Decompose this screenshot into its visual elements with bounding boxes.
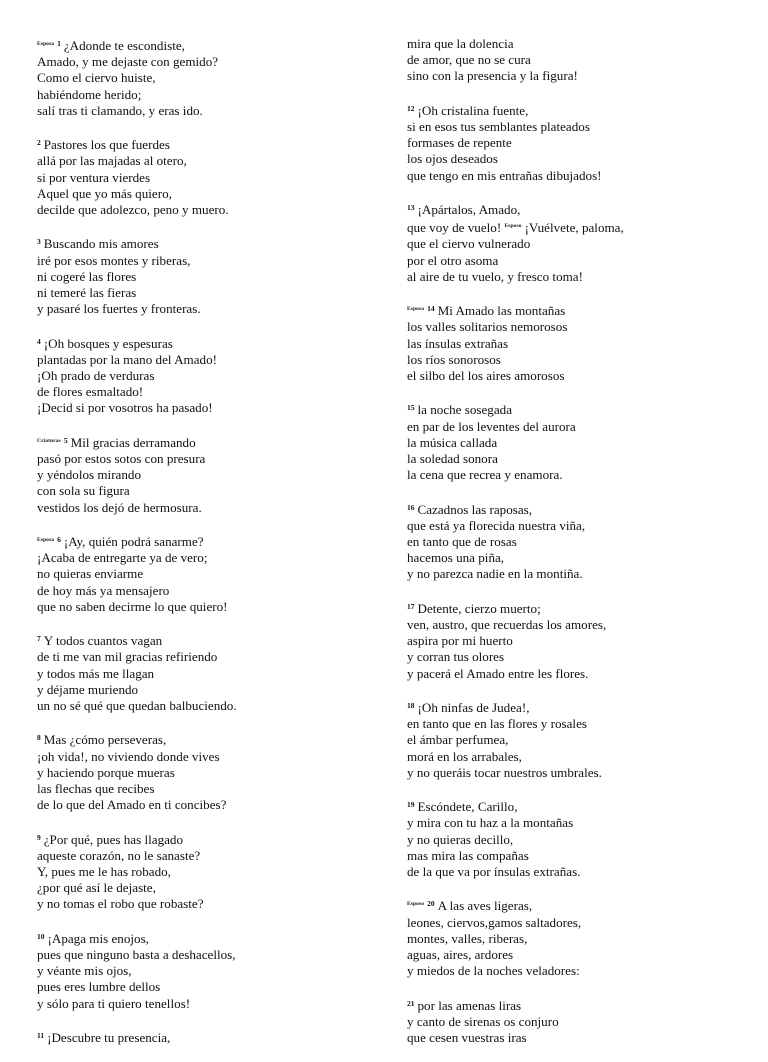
verse-line — [407, 218, 737, 236]
verse-line — [407, 400, 737, 418]
stanza — [407, 101, 737, 184]
stanza-number: 11 — [37, 1031, 45, 1041]
verse-line — [37, 135, 367, 153]
verse-text: ¡Oh cristalina fuente, — [417, 102, 529, 118]
verse-line — [407, 617, 737, 633]
verse-line — [37, 765, 367, 781]
verse-text: ni temeré las fieras — [37, 285, 137, 301]
verse-text: mas mira las compañas — [407, 847, 529, 863]
verse-line — [407, 832, 737, 848]
verse-line — [37, 963, 367, 979]
verse-line — [37, 269, 367, 285]
verse-text: decilde que adolezco, peno y muero. — [37, 202, 229, 218]
verse-text: aqueste corazón, no le sanaste? — [37, 847, 201, 863]
verse-line — [407, 101, 737, 119]
stanza — [407, 400, 737, 483]
stanza-number: 14 — [427, 304, 435, 314]
verse-text: los valles solitarios nemorosos — [407, 319, 568, 335]
verse-line — [407, 168, 737, 184]
verse-line — [37, 153, 367, 169]
verse-text: Aquel que yo más quiero, — [37, 185, 172, 201]
verse-line — [407, 253, 737, 269]
verse-line — [407, 36, 737, 52]
verse-line — [407, 419, 737, 435]
verse-line — [407, 749, 737, 765]
verse-text: si por ventura vierdes — [37, 169, 151, 185]
verse-text: de la que va por ínsulas extrañas. — [407, 864, 581, 880]
verse-line — [407, 500, 737, 518]
verse-line — [37, 682, 367, 698]
speaker-label: Esposa — [37, 41, 55, 47]
verse-line — [37, 631, 367, 649]
stanza-number: 18 — [407, 701, 415, 711]
stanza — [407, 301, 737, 384]
stanza-number: 4 — [37, 336, 41, 346]
verse-line — [37, 730, 367, 748]
verse-text: salí tras ti clamando, y eras ido. — [37, 102, 203, 118]
speaker-label: Esposa — [37, 537, 55, 544]
stanza — [407, 996, 737, 1047]
verse-text: si en esos tus semblantes plateados — [407, 119, 590, 134]
speaker-label: Criaturas — [37, 437, 61, 444]
verse-line — [407, 797, 737, 815]
verse-line — [37, 929, 367, 947]
verse-text: ¡Oh ninfas de Judea!, — [417, 700, 530, 716]
verse-line — [407, 435, 737, 451]
verse-line — [407, 236, 737, 252]
stanza-number: 19 — [407, 800, 415, 810]
verse-line — [407, 649, 737, 665]
verse-text: iré por esos montes y riberas, — [37, 252, 191, 268]
verse-line — [37, 285, 367, 301]
stanza — [407, 698, 737, 781]
stanza — [37, 234, 367, 317]
verse-text: un no sé qué que quedan balbuciendo. — [37, 698, 237, 714]
verse-line — [407, 947, 737, 963]
verse-line — [407, 864, 737, 880]
verse-text: y véante mis ojos, — [37, 963, 132, 979]
verse-line — [37, 666, 367, 682]
verse-text: ven, austro, que recuerdas los amores, — [407, 617, 607, 633]
verse-text: Buscando mis amores — [43, 236, 159, 252]
stanza-number: 6 — [57, 535, 61, 545]
verse-line — [407, 996, 737, 1014]
verse-text: ni cogeré las flores — [37, 268, 137, 284]
verse-line — [37, 996, 367, 1012]
verse-text: de hoy más ya mensajero — [37, 582, 170, 598]
verse-text: Detente, cierzo muerto; — [417, 600, 541, 616]
verse-text: y mira con tu haz a la montañas — [407, 815, 574, 831]
verse-line — [37, 87, 367, 103]
verse-text: y pasaré los fuertes y fronteras. — [37, 301, 201, 317]
verse-line — [407, 319, 737, 335]
verse-line — [407, 931, 737, 947]
speaker-label: Esposa — [407, 306, 425, 313]
verse-line — [37, 334, 367, 352]
verse-line — [37, 848, 367, 864]
verse-text: hacemos una piña, — [407, 550, 505, 566]
verse-text: por el otro asoma — [407, 252, 499, 268]
stanza-number: 9 — [37, 832, 41, 842]
verse-text: de lo que del Amado en ti concibes? — [37, 797, 227, 813]
verse-text: y no quieras decillo, — [407, 831, 514, 847]
stanza — [37, 532, 367, 615]
verse-text: Mil gracias derramando — [70, 434, 196, 450]
verse-text: no quieras enviarme — [37, 566, 144, 582]
verse-line — [407, 963, 737, 979]
stanza-number: 1 — [57, 39, 61, 48]
stanza — [407, 200, 737, 285]
verse-text: por las amenas liras — [417, 997, 522, 1013]
verse-line — [37, 599, 367, 615]
verse-line — [37, 979, 367, 995]
verse-text: Cazadnos las raposas, — [417, 501, 533, 517]
stanza — [407, 797, 737, 880]
verse-line — [37, 1028, 367, 1046]
verse-text: la cena que recrea y enamora. — [407, 467, 563, 483]
verse-text: y miedos de la noches veladores: — [407, 963, 580, 979]
stanza — [37, 830, 367, 913]
verse-text: ¿Adonde te escondiste, — [63, 38, 185, 53]
verse-line — [407, 135, 737, 151]
verse-text: Amado, y me dejaste con gemido? — [37, 54, 219, 70]
verse-text: la música callada — [407, 434, 498, 450]
stanza-number: 5 — [63, 435, 68, 445]
verse-text: los ríos sonorosos — [407, 351, 501, 367]
verse-text: y déjame muriendo — [37, 681, 139, 697]
verse-text: ¡Ay, quién podrá sanarme? — [63, 534, 204, 550]
verse-text: de flores esmaltado! — [37, 384, 144, 400]
verse-line — [37, 234, 367, 252]
verse-line — [37, 830, 367, 848]
verse-line — [37, 352, 367, 368]
verse-text: de amor, que no se cura — [407, 52, 531, 68]
verse-line — [407, 451, 737, 467]
verse-text: habiéndome herido; — [37, 86, 142, 102]
verse-text: ¡Oh prado de verduras — [37, 368, 155, 384]
verse-line — [37, 54, 367, 70]
verse-text: la noche sosegada — [417, 402, 513, 418]
verse-text: las flechas que recibes — [37, 781, 155, 797]
verse-line — [407, 698, 737, 716]
verse-line — [407, 151, 737, 167]
verse-text: que el ciervo vulnerado — [407, 236, 531, 252]
stanza — [407, 896, 737, 979]
verse-line — [407, 915, 737, 931]
right-column — [407, 36, 737, 1062]
speaker-label: Esposo — [504, 223, 522, 230]
verse-text: ¡Oh bosques y espesuras — [43, 335, 173, 351]
stanza — [407, 599, 737, 682]
verse-line — [37, 467, 367, 483]
verse-text: y no queráis tocar nuestros umbrales. — [407, 764, 602, 780]
verse-text: en tanto que en las flores y rosales — [407, 716, 587, 732]
verse-line — [407, 599, 737, 617]
verse-line — [37, 583, 367, 599]
verse-text: vestidos los dejó de hermosura. — [37, 499, 202, 515]
verse-text: el silbo del los aires amorosos — [407, 368, 565, 384]
verse-line — [407, 119, 737, 135]
verse-text: y no tomas el robo que robaste? — [37, 896, 204, 912]
verse-text: ¡Vuélvete, paloma, — [524, 220, 624, 236]
stanza-number: 21 — [407, 998, 415, 1008]
verse-text: ¡Apártalos, Amado, — [417, 202, 521, 217]
verse-text: el ámbar perfumea, — [407, 732, 509, 748]
stanza — [37, 135, 367, 218]
verse-line — [407, 1030, 737, 1046]
verse-text: en par de los leventes del aurora — [407, 418, 576, 434]
verse-text: las ínsulas extrañas — [407, 335, 509, 351]
stanza — [407, 36, 737, 85]
verse-line — [37, 550, 367, 566]
verse-text: y haciendo porque mueras — [37, 764, 175, 780]
verse-line — [37, 103, 367, 119]
verse-line — [407, 467, 737, 483]
verse-line — [407, 765, 737, 781]
verse-line — [407, 68, 737, 84]
stanza-number: 13 — [407, 203, 415, 212]
verse-line — [37, 896, 367, 912]
stanza — [37, 334, 367, 417]
verse-line — [407, 336, 737, 352]
stanza — [37, 36, 367, 119]
stanza-number: 17 — [407, 601, 415, 611]
verse-line — [37, 301, 367, 317]
verse-text: aspira por mi huerto — [407, 633, 513, 649]
verse-line — [407, 534, 737, 550]
verse-text: y pacerá el Amado entre les flores. — [407, 665, 589, 681]
verse-text: y no parezca nadie en la montiña. — [407, 566, 583, 582]
verse-line — [37, 566, 367, 582]
verse-text: los ojos deseados — [407, 151, 498, 167]
verse-line — [407, 666, 737, 682]
verse-text: pues que ninguno basta a deshacellos, — [37, 947, 236, 963]
verse-text: que no saben decirme lo que quiero! — [37, 598, 228, 614]
stanza — [407, 500, 737, 583]
verse-text: y todos más me llagan — [37, 665, 155, 681]
verse-text: y sólo para ti quiero tenellos! — [37, 995, 191, 1011]
verse-line — [37, 368, 367, 384]
verse-text: y canto de sirenas os conjuro — [407, 1013, 559, 1029]
verse-text: la soledad sonora — [407, 451, 498, 467]
verse-line — [37, 749, 367, 765]
verse-line — [407, 716, 737, 732]
verse-text: de ti me van mil gracias refiriendo — [37, 649, 218, 665]
verse-line — [37, 649, 367, 665]
verse-line — [37, 781, 367, 797]
verse-text: y yéndolos mirando — [37, 467, 142, 483]
verse-line — [407, 301, 737, 319]
verse-line — [37, 797, 367, 813]
speaker-label: Esposo — [407, 901, 425, 908]
verse-text: ¿por qué así le dejaste, — [37, 880, 156, 896]
verse-text: leones, ciervos,gamos saltadores, — [407, 914, 582, 930]
verse-text: ¡oh vida!, no viviendo donde vives — [37, 748, 220, 764]
verse-text: morá en los arrabales, — [407, 748, 522, 764]
left-column — [37, 36, 367, 1062]
verse-text: ¡Decid si por vosotros ha pasado! — [37, 400, 213, 416]
verse-text: que tengo en mis entrañas dibujados! — [407, 167, 602, 183]
verse-text: ¡Descubre tu presencia, — [47, 1030, 171, 1046]
verse-line — [407, 518, 737, 534]
verse-line — [407, 550, 737, 566]
verse-text: pues eres lumbre dellos — [37, 979, 161, 995]
verse-text: ¡Acaba de entregarte ya de vero; — [37, 550, 208, 566]
stanza-number: 15 — [407, 403, 415, 413]
stanza-number: 16 — [407, 502, 415, 512]
verse-text: ¡Apaga mis enojos, — [47, 930, 149, 946]
verse-text: sino con la presencia y la figura! — [407, 68, 578, 84]
verse-line — [37, 500, 367, 516]
verse-text: al aire de tu vuelo, y fresco toma! — [407, 268, 583, 284]
verse-line — [407, 269, 737, 285]
stanza-number: 8 — [37, 733, 41, 743]
verse-text: A las aves ligeras, — [437, 898, 533, 914]
verse-line — [37, 170, 367, 186]
verse-text: Mas ¿cómo perseveras, — [43, 732, 167, 748]
verse-text: Mi Amado las montañas — [437, 303, 566, 319]
stanza — [37, 1028, 367, 1046]
verse-line — [407, 1014, 737, 1030]
verse-text: que está ya florecida nuestra viña, — [407, 517, 586, 533]
stanza — [37, 631, 367, 714]
verse-line — [37, 864, 367, 880]
verse-text: mira que la dolencia — [407, 36, 514, 51]
stanza — [37, 433, 367, 516]
verse-line — [37, 253, 367, 269]
verse-text: montes, valles, riberas, — [407, 930, 528, 946]
verse-line — [37, 532, 367, 550]
stanza-number: 2 — [37, 138, 41, 148]
verse-text: y corran tus olores — [407, 649, 505, 665]
verse-line — [37, 186, 367, 202]
verse-text: allá por las majadas al otero, — [37, 153, 187, 169]
verse-text: formases de repente — [407, 135, 512, 151]
verse-line — [37, 880, 367, 896]
stanza — [37, 730, 367, 813]
stanza-number: 3 — [37, 237, 41, 247]
verse-text: Pastores los que fuerdes — [43, 137, 170, 153]
verse-text: Escóndete, Carillo, — [417, 799, 518, 815]
stanza-number: 10 — [37, 931, 45, 941]
verse-text: en tanto que de rosas — [407, 534, 517, 550]
stanza-number: 12 — [407, 103, 415, 113]
verse-line — [37, 451, 367, 467]
verse-text: Como el ciervo huiste, — [37, 70, 156, 86]
verse-line — [37, 433, 367, 451]
verse-line — [37, 400, 367, 416]
verse-text: ¿Por qué, pues has llagado — [43, 831, 184, 847]
verse-line — [407, 848, 737, 864]
verse-text: con sola su figura — [37, 483, 130, 499]
verse-line — [407, 52, 737, 68]
verse-text: Y todos cuantos vagan — [43, 633, 163, 649]
verse-line — [407, 566, 737, 582]
verse-text: plantadas por la mano del Amado! — [37, 351, 217, 367]
verse-line — [37, 947, 367, 963]
verse-text: Y, pues me le has robado, — [37, 864, 171, 880]
verse-line — [407, 815, 737, 831]
verse-line — [37, 483, 367, 499]
verse-line — [407, 732, 737, 748]
verse-line — [37, 202, 367, 218]
verse-line — [407, 200, 737, 218]
verse-line — [37, 70, 367, 86]
verse-line — [37, 384, 367, 400]
stanza — [37, 929, 367, 1012]
verse-line — [37, 36, 367, 54]
verse-line — [37, 698, 367, 714]
stanza-number: 7 — [37, 634, 41, 644]
verse-text: que cesen vuestras iras — [407, 1030, 527, 1046]
verse-text: que voy de vuelo! — [407, 220, 505, 236]
verse-line — [407, 368, 737, 384]
verse-line — [407, 896, 737, 914]
verse-line — [407, 633, 737, 649]
verse-text: pasó por estos sotos con presura — [37, 451, 206, 467]
verse-line — [407, 352, 737, 368]
verse-text: aguas, aires, ardores — [407, 947, 514, 963]
stanza-number: 20 — [427, 899, 435, 909]
